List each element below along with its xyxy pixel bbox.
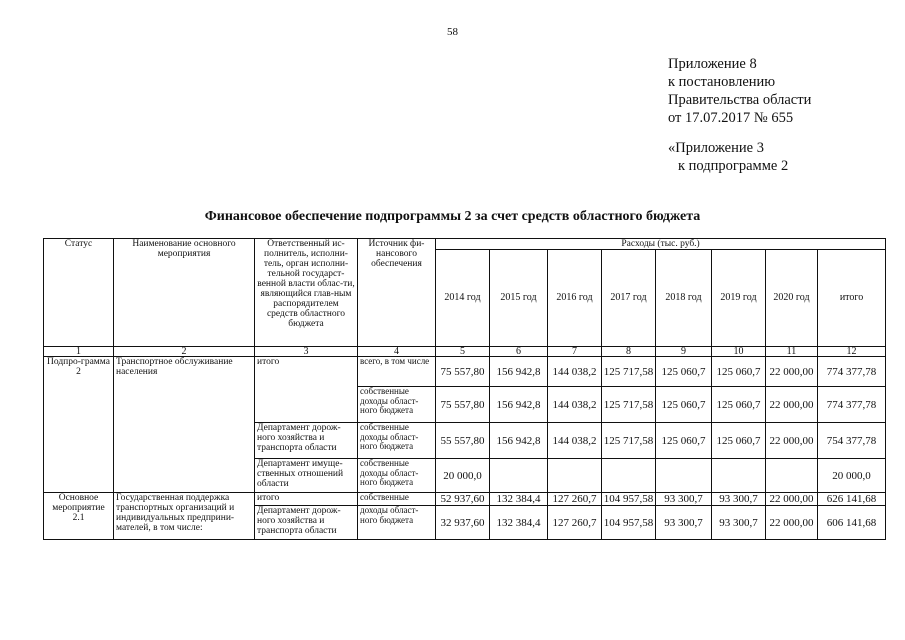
- row-executor: итого: [255, 357, 358, 423]
- table-cell: [602, 459, 656, 493]
- table-cell: 125 060,7: [656, 387, 712, 423]
- row-name: Государственная поддержка транспортных организаций и индивидуальных предприни-мателей, в том числе:: [114, 493, 255, 540]
- column-number: 7: [548, 347, 602, 357]
- appendix-reference: [668, 139, 788, 175]
- table-cell: [656, 459, 712, 493]
- appendix-line: к постановлению: [668, 74, 776, 90]
- column-number: 1: [44, 347, 114, 357]
- table-cell: 93 300,7: [656, 493, 712, 506]
- table-cell: 93 300,7: [656, 506, 712, 540]
- appendix-line: Правительства области: [668, 92, 812, 108]
- table-cell: 125 717,58: [602, 423, 656, 459]
- table-cell: 132 384,4: [490, 493, 548, 506]
- header-year: 2015 год: [490, 250, 548, 347]
- table-cell: 93 300,7: [712, 506, 766, 540]
- column-number: 9: [656, 347, 712, 357]
- appendix-header: [668, 55, 811, 127]
- column-number: 3: [255, 347, 358, 357]
- table-cell: 125 717,58: [602, 357, 656, 387]
- table-cell: 125 060,7: [712, 357, 766, 387]
- financing-table: [43, 238, 886, 540]
- table-cell: 125 060,7: [656, 423, 712, 459]
- header-name: Наименование основного мероприятия: [114, 239, 255, 347]
- column-number: 8: [602, 347, 656, 357]
- row-source: собственные доходы област-ного бюджета: [358, 387, 436, 423]
- column-number: 12: [818, 347, 886, 357]
- appendix-line: от 17.07.2017 № 655: [668, 110, 794, 126]
- column-number: 6: [490, 347, 548, 357]
- table-cell: 125 060,7: [712, 387, 766, 423]
- header-executor: Ответственный ис-полнитель, исполни-тель, орган исполни-тельной государст-венной власти облас-ти, являющийся глав-ным распорядителем средств областного бюджета: [255, 239, 358, 347]
- table-cell: 55 557,80: [436, 423, 490, 459]
- row-name: Транспортное обслуживание населения: [114, 357, 255, 493]
- table-cell: [548, 459, 602, 493]
- table-cell: 144 038,2: [548, 387, 602, 423]
- header-year: 2016 год: [548, 250, 602, 347]
- table-cell: 127 260,7: [548, 493, 602, 506]
- table-cell: 606 141,68: [818, 506, 886, 540]
- table-cell: 52 937,60: [436, 493, 490, 506]
- header-year: 2014 год: [436, 250, 490, 347]
- header-year: 2019 год: [712, 250, 766, 347]
- table-cell: 125 717,58: [602, 387, 656, 423]
- header-total: итого: [818, 250, 886, 347]
- table-cell: [490, 459, 548, 493]
- column-number: 10: [712, 347, 766, 357]
- table-cell: 104 957,58: [602, 506, 656, 540]
- appendix-line: Приложение 8: [668, 56, 757, 72]
- header-source: Источник фи-нансового обеспечения: [358, 239, 436, 347]
- column-number: 2: [114, 347, 255, 357]
- table-cell: 144 038,2: [548, 423, 602, 459]
- appendix-ref-line: «Приложение 3: [668, 140, 764, 156]
- table-cell: 144 038,2: [548, 357, 602, 387]
- header-expenses: Расходы (тыс. руб.): [436, 239, 886, 250]
- table-cell: [712, 459, 766, 493]
- row-executor: Департамент имуще-ственных отношений области: [255, 459, 358, 493]
- row-executor: Департамент дорож-ного хозяйства и транспорта области: [255, 423, 358, 459]
- column-number: 11: [766, 347, 818, 357]
- document-title: Финансовое обеспечение подпрограммы 2 за счет средств областного бюджета: [204, 209, 701, 224]
- table-cell: 22 000,00: [766, 506, 818, 540]
- table-cell: 774 377,78: [818, 387, 886, 423]
- table-cell: 75 557,80: [436, 387, 490, 423]
- row-executor: Департамент дорож-ного хозяйства и транспорта области: [255, 506, 358, 540]
- table-cell: 75 557,80: [436, 357, 490, 387]
- row-source: всего, в том числе: [358, 357, 436, 387]
- table-cell: 156 942,8: [490, 423, 548, 459]
- header-year: 2018 год: [656, 250, 712, 347]
- table-cell: 20 000,0: [436, 459, 490, 493]
- row-source: собственные доходы област-ного бюджета: [358, 459, 436, 493]
- column-number: 5: [436, 347, 490, 357]
- table-cell: 127 260,7: [548, 506, 602, 540]
- row-source: доходы област-ного бюджета: [358, 506, 436, 540]
- page-number: 58: [447, 26, 458, 38]
- table-cell: 754 377,78: [818, 423, 886, 459]
- table-cell: 22 000,00: [766, 357, 818, 387]
- row-source: собственные доходы област-ного бюджета: [358, 423, 436, 459]
- table-cell: 156 942,8: [490, 387, 548, 423]
- table-cell: 22 000,00: [766, 493, 818, 506]
- table-cell: 125 060,7: [712, 423, 766, 459]
- table-cell: 22 000,00: [766, 387, 818, 423]
- header-year: 2020 год: [766, 250, 818, 347]
- table-cell: 32 937,60: [436, 506, 490, 540]
- row-source: собственные: [358, 493, 436, 506]
- row-status: Основное мероприятие 2.1: [44, 493, 114, 540]
- table-cell: 104 957,58: [602, 493, 656, 506]
- header-year: 2017 год: [602, 250, 656, 347]
- table-cell: 125 060,7: [656, 357, 712, 387]
- table-cell: 132 384,4: [490, 506, 548, 540]
- table-cell: [766, 459, 818, 493]
- table-cell: 22 000,00: [766, 423, 818, 459]
- table-cell: 156 942,8: [490, 357, 548, 387]
- row-executor: итого: [255, 493, 358, 506]
- table-cell: 774 377,78: [818, 357, 886, 387]
- header-status: Статус: [44, 239, 114, 347]
- table-cell: 626 141,68: [818, 493, 886, 506]
- appendix-ref-line: к подпрограмме 2: [678, 158, 789, 174]
- table-cell: 93 300,7: [712, 493, 766, 506]
- row-status: Подпро-грамма 2: [44, 357, 114, 493]
- table-cell: 20 000,0: [818, 459, 886, 493]
- column-number: 4: [358, 347, 436, 357]
